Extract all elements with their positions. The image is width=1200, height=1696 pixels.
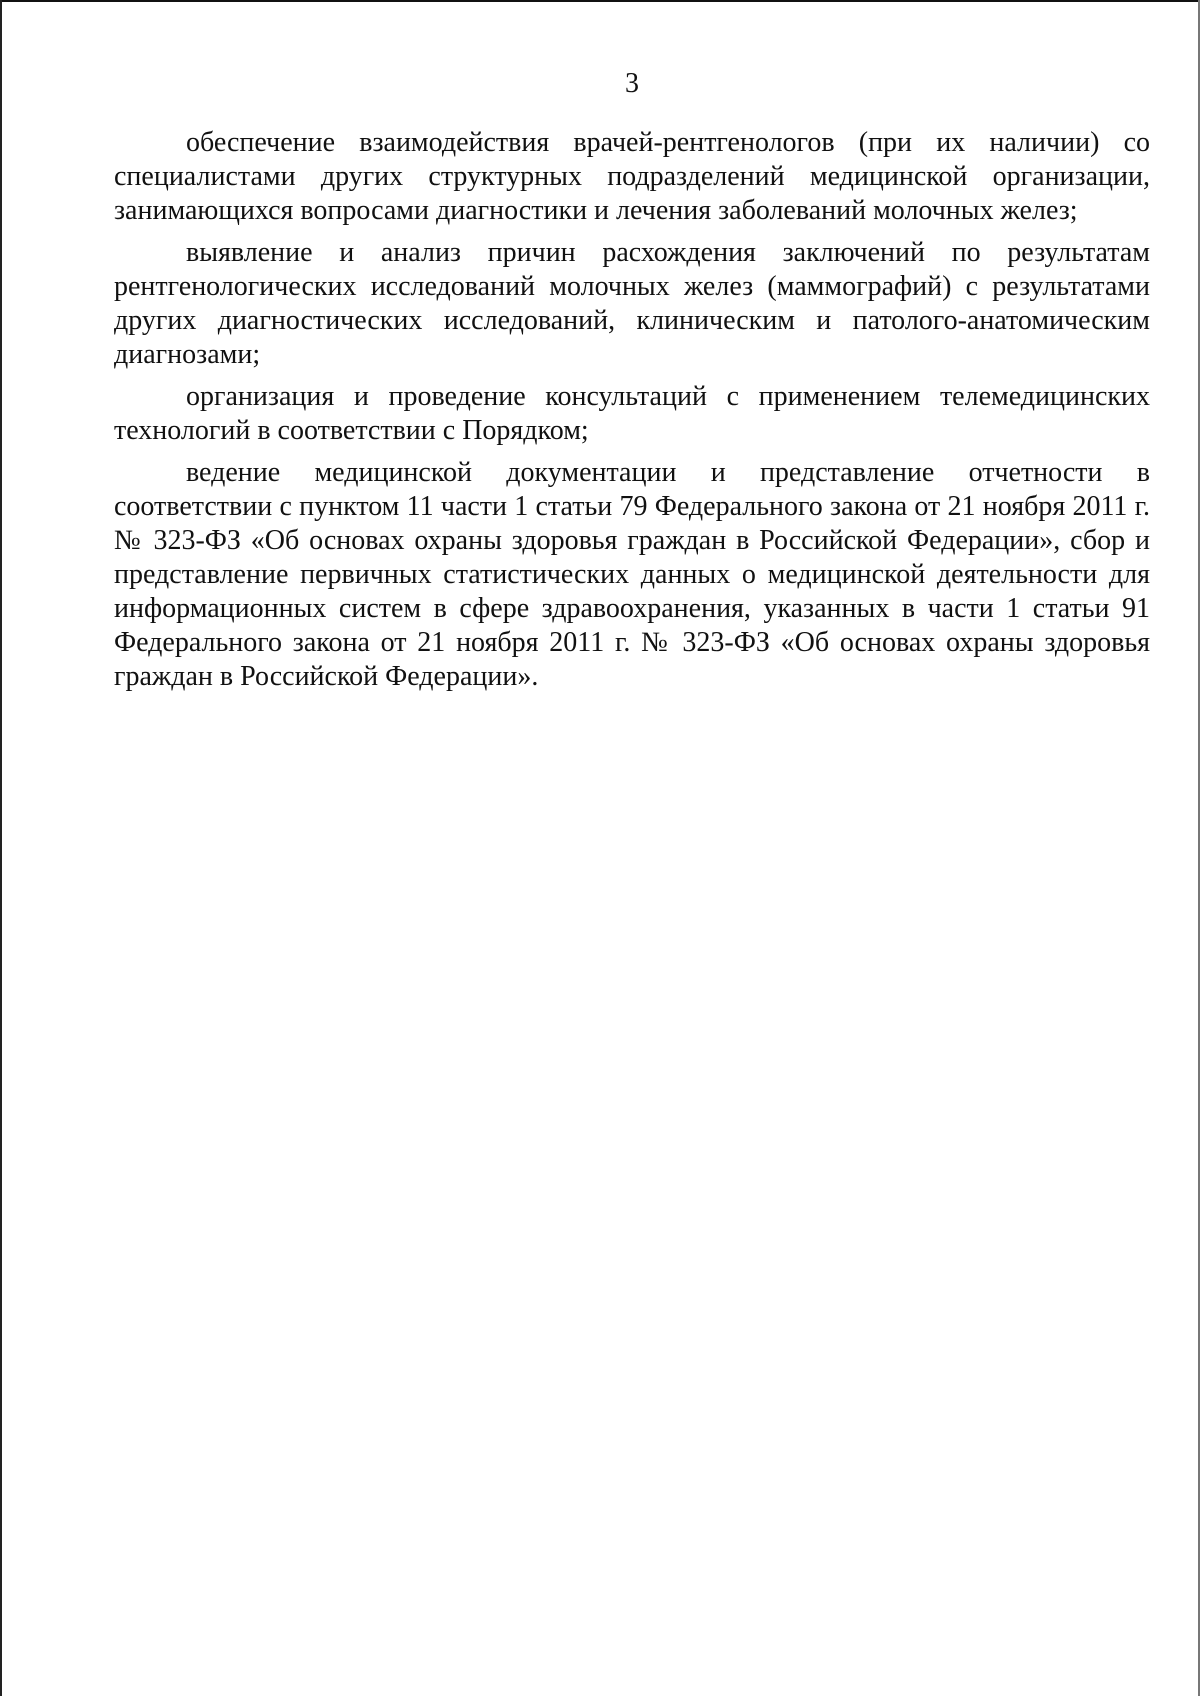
page-number: 3 — [625, 68, 639, 99]
scan-edge-left — [0, 0, 2, 1696]
paragraph-interaction: обеспечение взаимодействия врачей-рентгенологов (при их наличии) со специалистами других структурных подразделений медицинской организации, занимающихся вопросами диагностики и лечения заболеваний молочных желез; — [114, 127, 1150, 226]
paragraph-telemedicine: организация и проведение консультаций с применением телемедицинских технологий в соответствии с Порядком; — [114, 381, 1150, 446]
scan-edge-top — [0, 0, 1200, 2]
paragraph-documentation: ведение медицинской документации и представление отчетности в соответствии с пунктом 11 части 1 статьи 79 Федерального закона от 21 ноября 2011 г. № 323-ФЗ «Об основах охраны здоровья граждан в Российской Федерации», сбор и представление первичных статистических данных о медицинской деятельности для информационных систем в сфере здравоохранения, указанных в части 1 статьи 91 Федерального закона от 21 ноября 2011 г. № 323-ФЗ «Об основах охраны здоровья граждан в Российской Федерации». — [114, 457, 1150, 692]
document-body — [114, 126, 1150, 702]
paragraph-discrepancy-analysis: выявление и анализ причин расхождения заключений по результатам рентгенологических исследований молочных желез (маммографий) с результатами других диагностических исследований, клиническим и патолого-анатомическим диагнозами; — [114, 237, 1150, 370]
